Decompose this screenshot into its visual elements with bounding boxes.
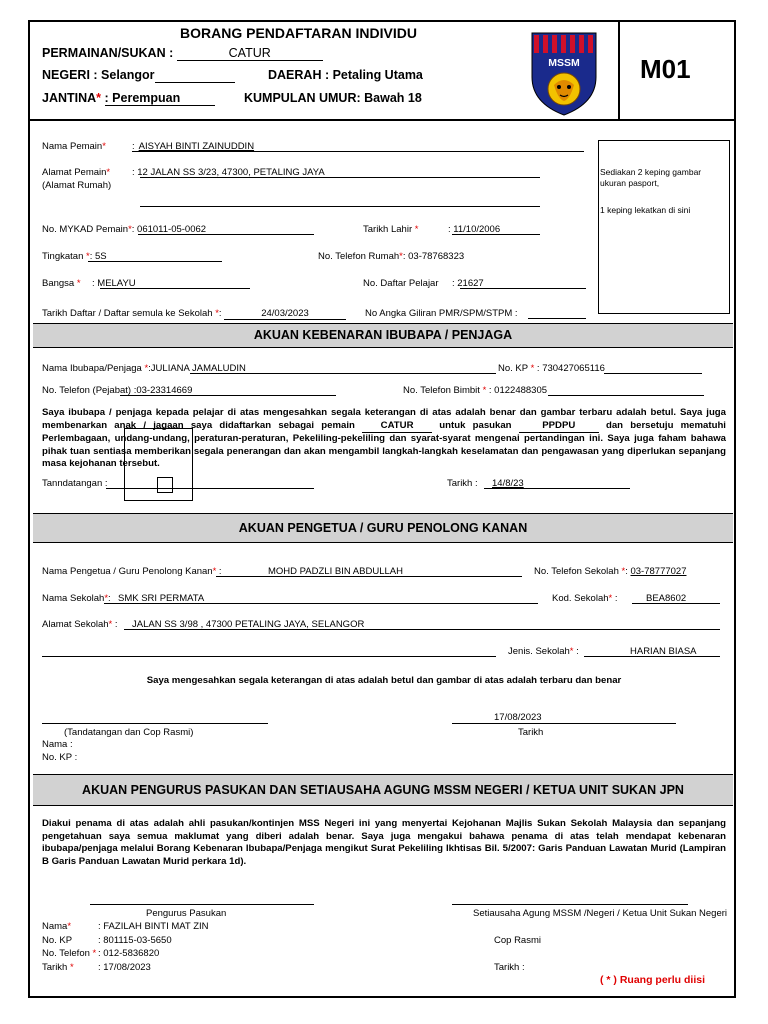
register-date-value: 24/03/2023	[224, 308, 346, 320]
principal-statement: Saya mengesahkan segala keterangan di atas adalah betul dan gambar di atas adalah terbaru dan benar	[146, 675, 622, 686]
manager-name-value: : FAZILAH BINTI MAT ZIN	[98, 921, 209, 932]
school-type-label: Jenis. Sekolah* :	[508, 646, 579, 657]
school-address-label: Alamat Sekolah* :	[42, 619, 118, 630]
manager-ic-value: : 801115-03-5650	[98, 935, 172, 946]
office-phone: No. Telefon (Pejabat) :03-23314669	[42, 385, 193, 396]
birthdate-label: Tarikh Lahir *	[363, 224, 419, 235]
player-address-line	[140, 177, 540, 178]
school-address-line	[124, 629, 720, 630]
parent-ic-line	[604, 373, 702, 374]
player-name-line	[132, 151, 584, 152]
mykad-line	[138, 234, 314, 235]
permainan-row	[42, 46, 323, 61]
parent-section-heading: AKUAN KEBENARAN IBUBAPA / PENJAGA	[33, 323, 733, 348]
permainan-value: CATUR	[177, 46, 323, 61]
player-address-sub: (Alamat Rumah)	[42, 180, 112, 191]
school-address-value: JALAN SS 3/98 , 47300 PETALING JAYA, SELANGOR	[132, 619, 365, 630]
official-stamp-label: Cop Rasmi	[494, 935, 541, 946]
school-address-line-2	[42, 656, 496, 657]
parent-ic: No. KP * : 730427065116	[498, 363, 605, 374]
negeri-label: NEGERI : Selangor	[42, 68, 155, 82]
negeri-row	[42, 68, 235, 83]
mssm-logo	[528, 29, 600, 117]
form-title: BORANG PENDAFTARAN INDIVIDU	[180, 25, 417, 41]
principal-name-line	[216, 576, 522, 577]
header-divider	[28, 119, 736, 121]
jantina-label: JANTINA	[42, 91, 97, 105]
manager-phone-label: No. Telefon *	[42, 948, 97, 959]
tingkatan-line	[88, 261, 222, 262]
student-no-label: No. Daftar Pelajar	[363, 278, 439, 289]
school-code-line	[632, 603, 720, 604]
parent-date-line	[484, 488, 630, 489]
exam-number-label: No Angka Giliran PMR/SPM/STPM :	[365, 308, 518, 319]
register-date-label: Tarikh Daftar / Daftar semula ke Sekolah *:	[42, 308, 222, 319]
manager-ic-label: No. KP	[42, 935, 73, 946]
manager-section-heading: AKUAN PENGURUS PASUKAN DAN SETIAUSAHA AGUNG MSSM NEGERI / KETUA UNIT SUKAN JPN	[33, 774, 733, 806]
daerah-label: DAERAH : Petaling Utama	[268, 68, 423, 82]
bangsa-value: : MELAYU	[92, 278, 136, 289]
principal-name-label: Nama Pengetua / Guru Penolong Kanan* :	[42, 566, 222, 577]
school-name-value: SMK SRI PERMATA	[118, 593, 205, 604]
secretary-caption: Setiausaha Agung MSSM /Negeri / Ketua Unit Sukan Negeri	[473, 908, 728, 919]
manager-declaration: Diakui penama di atas adalah ahli pasukan/kontinjen MSS Negeri ini yang menyertai Kejohanan Majlis Sukan Sekolah Malaysia dan sepanjang pengetahuan saya semua maklumat yang diberi adalah benar. Saya juga mengakui bahawa penama di atas telah mendapat kebenaran ibubapa/penjaga melalui Borang Kebenaran Ibubapa/Penjaga mengikut Surat Pekeliling Ikhtisas Bil. 5/2007: Garis Panduan Lawatan Murid (Lampiran B Garis Panduan Lawatan Murid perkara 1d).	[42, 818, 726, 867]
principal-kp: No. KP :	[42, 752, 78, 763]
parent-signature-label: Tanndatangan :	[42, 478, 108, 489]
home-phone: No. Telefon Rumah*: 03-78768323	[318, 251, 465, 262]
permainan-label: PERMAINAN/SUKAN :	[42, 46, 174, 60]
parent-date-value: 14/8/23	[492, 478, 524, 489]
parent-declaration: Saya ibubapa / penjaga kepada pelajar di atas mengesahkan segala keterangan di atas adalah benar dan gambar terbaru adalah betul. Saya juga membenarkan anak / jagaan saya didaftarkan sebagai pemain CATUR untuk pasukan PPDPU dan bersetuju mematuhi Perlembagaan, undang-undang, peraturan-peraturan, Pekeliling-pekeliling dan syarat-syarat mengenai pertandingan ini. Saya juga faham bahawa pihak tuan sentiasa memberikan segala penerangan dan akan mengambil langkah-langkah keselamatan dan pengawasan yang diperlukan sepanjang masa kejohanan tersebut.	[42, 407, 726, 470]
manager-caption: Pengurus Pasukan	[146, 908, 227, 919]
signature-checkbox[interactable]	[157, 477, 173, 493]
principal-signature-line	[42, 723, 268, 724]
principal-name-value: MOHD PADZLI BIN ABDULLAH	[268, 566, 403, 577]
student-no-line	[460, 288, 586, 289]
principal-section-heading: AKUAN PENGETUA / GURU PENOLONG KANAN	[33, 513, 733, 543]
player-address-value: : 12 JALAN SS 3/23, 47300, PETALING JAYA	[132, 167, 325, 178]
mobile-phone-line	[548, 395, 704, 396]
secretary-signature-line	[452, 904, 688, 905]
secretary-date-label: Tarikh :	[494, 962, 525, 973]
school-phone: No. Telefon Sekolah *: 03-78777027	[534, 566, 687, 577]
player-address-label: Alamat Pemain*	[42, 167, 111, 178]
logo-text: MSSM	[548, 57, 580, 69]
principal-nama: Nama :	[42, 739, 73, 750]
player-address-line-2	[140, 206, 540, 207]
principal-date-value: 17/08/2023	[494, 712, 542, 723]
bangsa-line	[100, 288, 250, 289]
school-type-line	[584, 656, 720, 657]
jantina-row	[42, 91, 215, 106]
manager-signature-line	[90, 904, 314, 905]
kumpulan-umur: KUMPULAN UMUR: Bawah 18	[244, 91, 422, 105]
photo-instruction-2: 1 keping lekatkan di sini	[600, 205, 691, 215]
school-name-label: Nama Sekolah*:	[42, 593, 111, 604]
negeri-line	[155, 68, 235, 83]
manager-name-label: Nama*	[42, 921, 72, 932]
form-code: M01	[640, 54, 691, 84]
mykad-label: No. MYKAD Pemain*: 061011-05-0062	[42, 224, 207, 235]
parent-name-line	[190, 373, 496, 374]
office-phone-line	[120, 395, 336, 396]
school-type-value: HARIAN BIASA	[630, 646, 697, 657]
manager-date-value: : 17/08/2023	[98, 962, 151, 973]
school-code-value: BEA8602	[646, 593, 687, 604]
birthdate-line	[452, 234, 540, 235]
school-code-label: Kod. Sekolah* :	[552, 593, 618, 604]
player-name-value: : AISYAH BINTI ZAINUDDIN	[132, 141, 255, 152]
bangsa-label: Bangsa *	[42, 278, 81, 289]
required-mark: *	[96, 91, 102, 105]
jantina-value: : Perempuan	[105, 91, 215, 106]
photo-instruction-1: Sediakan 2 keping gambar ukuran pasport,	[600, 167, 702, 188]
exam-number-line	[528, 318, 586, 319]
school-name-line	[104, 603, 538, 604]
mobile-phone: No. Telefon Bimbit * : 0122488305	[403, 385, 548, 396]
manager-date-label: Tarikh *	[42, 962, 74, 973]
principal-date-line	[452, 723, 676, 724]
student-no-value: : 21627	[452, 278, 484, 289]
tingkatan-label: Tingkatan *: 5S	[42, 251, 107, 262]
required-footnote: ( * ) Ruang perlu diisi	[600, 974, 706, 986]
player-name-label: Nama Pemain*	[42, 141, 106, 152]
manager-phone-value: : 012-5836820	[98, 948, 160, 959]
parent-date-label: Tarikh :	[447, 478, 478, 489]
birthdate-value: : 11/10/2006	[448, 224, 501, 235]
principal-date-caption: Tarikh	[518, 727, 544, 738]
principal-signature-caption: (Tandatangan dan Cop Rasmi)	[64, 727, 194, 738]
parent-name: Nama Ibubapa/Penjaga *:JULIANA JAMALUDIN	[42, 363, 246, 374]
